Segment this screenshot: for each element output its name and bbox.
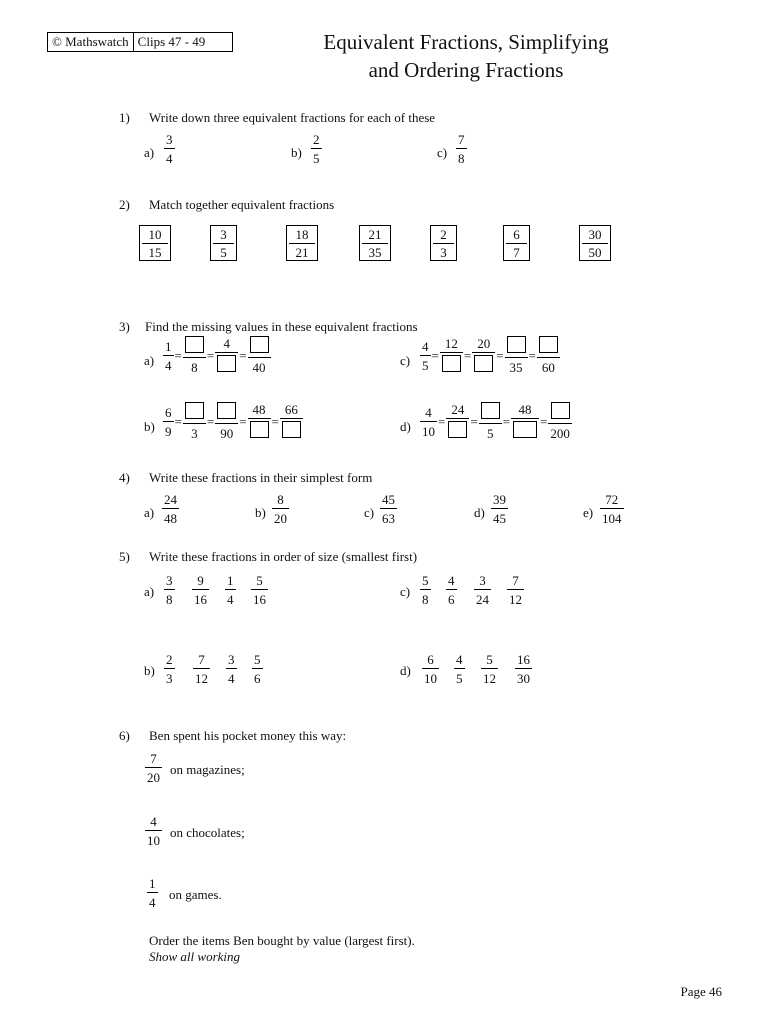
q4-number: 4) — [119, 470, 130, 485]
clips-label: Clips 47 - 49 — [133, 33, 210, 51]
q1-c-label: c) — [437, 145, 448, 160]
q6-chocolates-fraction: 4 10 — [147, 814, 160, 848]
q5-b-fraction: 5 6 — [254, 652, 261, 686]
q6-number: 6) — [119, 728, 130, 743]
title-line-1: Equivalent Fractions, Simplifying — [323, 30, 609, 54]
q5-d-label: d) — [400, 663, 411, 678]
q5-a-label: a) — [144, 584, 155, 599]
denominator: 4 — [166, 151, 173, 166]
q5-b-label: b) — [144, 663, 155, 678]
q2-text: Match together equivalent fractions — [149, 197, 335, 212]
q6-working-note: Show all working — [149, 949, 241, 964]
q5-a-fraction: 1 4 — [227, 573, 234, 607]
q5-c-fraction: 4 6 — [448, 573, 455, 607]
fraction-card: 18 21 — [286, 225, 318, 261]
q4-b-fraction: 8 20 — [274, 492, 287, 526]
q6-magazines-text: on magazines; — [170, 762, 245, 777]
answer-box[interactable] — [539, 336, 558, 353]
q5-b-fraction: 2 3 — [166, 652, 173, 686]
answer-box[interactable] — [185, 336, 204, 353]
answer-box[interactable] — [282, 421, 301, 438]
q5-d-fraction: 6 10 — [424, 652, 437, 686]
q4-text: Write these fractions in their simplest form — [149, 470, 373, 485]
header-box — [47, 32, 233, 52]
q5-b-fraction: 7 12 — [195, 652, 208, 686]
answer-box[interactable] — [185, 402, 204, 419]
q5-c-fraction: 5 8 — [422, 573, 429, 607]
q1-text: Write down three equivalent fractions for each of these — [149, 110, 436, 125]
answer-box[interactable] — [250, 336, 269, 353]
fraction-card: 3 5 — [210, 225, 237, 261]
q5-number: 5) — [119, 549, 130, 564]
q1-number: 1) — [119, 110, 130, 125]
q6-chocolates-text: on chocolates; — [170, 825, 245, 840]
fraction-card: 21 35 — [359, 225, 391, 261]
page-title — [280, 28, 652, 84]
q5-d-fraction: 5 12 — [483, 652, 496, 686]
q6-games-fraction: 1 4 — [149, 876, 156, 910]
answer-box[interactable] — [250, 421, 269, 438]
answer-box[interactable] — [481, 402, 500, 419]
answer-box[interactable] — [217, 355, 236, 372]
q3-a-equation: $\frac{1}{4}$ = 8 = 4 = 40 — [163, 336, 271, 375]
q5-d-fraction: 16 30 — [517, 652, 530, 686]
q1-a-fraction — [164, 132, 175, 166]
q4-a-fraction: 24 48 — [164, 492, 177, 526]
answer-box[interactable] — [217, 402, 236, 419]
q4-a-label: a) — [144, 505, 155, 520]
numerator: 3 — [166, 132, 173, 147]
numerator: 2 — [313, 132, 320, 147]
q3-c-equation: $\frac{4}{5}$ = 12 = 20 = 35 = 60 — [420, 336, 560, 375]
q4-c-fraction: 45 63 — [382, 492, 395, 526]
q1-c-fraction — [456, 132, 467, 166]
numerator: 7 — [458, 132, 465, 147]
answer-box[interactable] — [551, 402, 570, 419]
answer-box[interactable] — [507, 336, 526, 353]
fraction-card: 6 7 — [503, 225, 530, 261]
q4-d-fraction: 39 45 — [493, 492, 506, 526]
denominator: 5 — [313, 151, 320, 166]
q6-instruction: Order the items Ben bought by value (largest first). — [149, 933, 415, 948]
q5-c-fraction: 3 24 — [476, 573, 489, 607]
q4-c-label: c) — [364, 505, 375, 520]
q3-d-label: d) — [400, 419, 411, 434]
q3-b-label: b) — [144, 419, 155, 434]
q1-a-label: a) — [144, 145, 155, 160]
q2-number: 2) — [119, 197, 130, 212]
q3-text: Find the missing values in these equivalent fractions — [145, 319, 418, 334]
q5-c-fraction: 7 12 — [509, 573, 522, 607]
q3-b-equation: $\frac{6}{9}$ = 3 = 90 = 48 = 66 — [163, 402, 303, 441]
q1-b-fraction — [311, 132, 322, 166]
q4-b-label: b) — [255, 505, 266, 520]
q5-b-fraction: 3 4 — [228, 652, 235, 686]
q5-text: Write these fractions in order of size (smallest first) — [149, 549, 418, 564]
q1-b-label: b) — [291, 145, 302, 160]
answer-box[interactable] — [442, 355, 461, 372]
q5-c-label: c) — [400, 584, 411, 599]
answer-box[interactable] — [513, 421, 537, 438]
q5-a-fraction: 9 16 — [194, 573, 207, 607]
q3-a-label: a) — [144, 353, 155, 368]
q3-number: 3) — [119, 319, 130, 334]
fraction-card: 10 15 — [139, 225, 171, 261]
fraction-card: 30 50 — [579, 225, 611, 261]
answer-box[interactable] — [448, 421, 467, 438]
answer-box[interactable] — [474, 355, 493, 372]
q6-magazines-fraction: 7 20 — [147, 751, 160, 785]
fraction-card: 2 3 — [430, 225, 457, 261]
q4-d-label: d) — [474, 505, 485, 520]
q4-e-fraction: 72 104 — [602, 492, 622, 526]
q5-a-fraction: 3 8 — [166, 573, 173, 607]
q4-e-label: e) — [583, 505, 594, 520]
denominator: 8 — [458, 151, 465, 166]
q3-c-label: c) — [400, 353, 411, 368]
q6-text: Ben spent his pocket money this way: — [149, 728, 347, 743]
page-number: Page 46 — [680, 984, 722, 999]
q3-d-equation: $\frac{4}{10}$ = 24 = 5 = 48 = 200 — [422, 402, 570, 441]
q6-games-text: on games. — [169, 887, 222, 902]
title-line-2: and Ordering Fractions — [368, 58, 564, 82]
q5-a-fraction: 5 16 — [253, 573, 266, 607]
brand-label: © Mathswatch — [52, 34, 129, 49]
q5-d-fraction: 4 5 — [456, 652, 463, 686]
